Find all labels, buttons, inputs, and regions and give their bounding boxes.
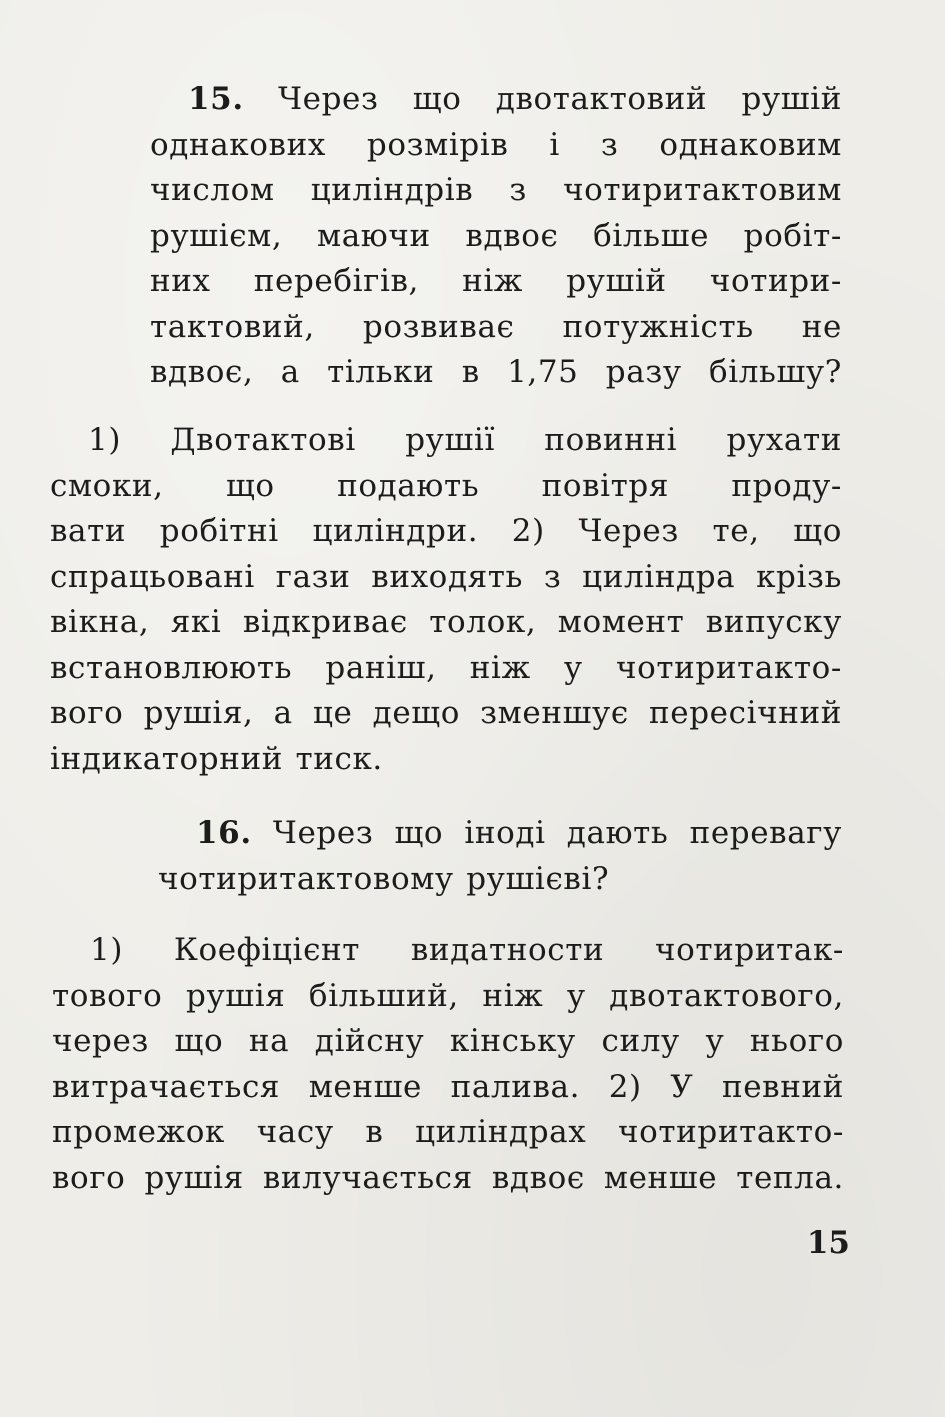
answer-15 [50, 418, 842, 782]
answer-16-line-4: витрачається менше палива. 2) У певний [52, 1068, 844, 1105]
page-number: 15 [806, 1225, 850, 1261]
answer-15-line-5: вікна, які відкриває толок, момент випуску [50, 604, 842, 640]
question-16-line-1: 16. Через що іноді дають перевагу [196, 815, 842, 851]
question-15-line-5: них перебігів, ніж рушій чотири- [150, 263, 842, 299]
answer-15-line-4: спрацьовані гази виходять з циліндра крізь [50, 558, 842, 595]
answer-15-line-1: 1) Двотактові рушії повинні рухати [88, 422, 842, 458]
question-15-line-7: вдвоє, а тільки в 1,75 разу більшу? [150, 354, 842, 390]
answer-15-line-3: вати робітні циліндри. 2) Через те, що [50, 513, 842, 549]
question-16 [158, 811, 842, 902]
question-15-line-3: числом циліндрів з чотиритактовим [150, 172, 842, 208]
answer-15-line-8: індикаторний тиск. [50, 740, 383, 777]
answer-16-line-5: промежок часу в циліндрах чотиритакто- [52, 1114, 844, 1150]
answer-16-line-3: через що на дійсну кінську силу у нього [52, 1023, 844, 1059]
answer-16-line-1: 1) Коефіцієнт видатности чотиритак- [90, 932, 844, 968]
question-15-line-1: 15. Через що двотактовий рушій [188, 81, 842, 117]
answer-16-line-2: тового рушія більший, ніж у двотактового, [52, 977, 844, 1014]
answer-16 [52, 928, 844, 1201]
answer-15-line-6: встановлюють раніш, ніж у чотиритакто- [50, 649, 842, 686]
question-16-line-2: чотиритактовому рушієві? [158, 860, 610, 897]
question-15-line-6: тактовий, розвиває потужність не [150, 308, 842, 345]
question-15 [150, 77, 842, 396]
question-16-number: 16. [196, 815, 252, 851]
answer-15-line-7: вого рушія, а це дещо зменшує пересічний [50, 695, 842, 731]
answer-15-line-2: смоки, що подають повітря проду- [50, 467, 842, 504]
answer-16-line-6: вого рушія вилучається вдвоє менше тепла. [52, 1159, 844, 1196]
question-15-line-2: однакових розмірів і з однаковим [150, 126, 842, 163]
question-15-line-4: рушієм, маючи вдвоє більше робіт- [150, 217, 842, 254]
question-15-number: 15. [188, 81, 244, 117]
